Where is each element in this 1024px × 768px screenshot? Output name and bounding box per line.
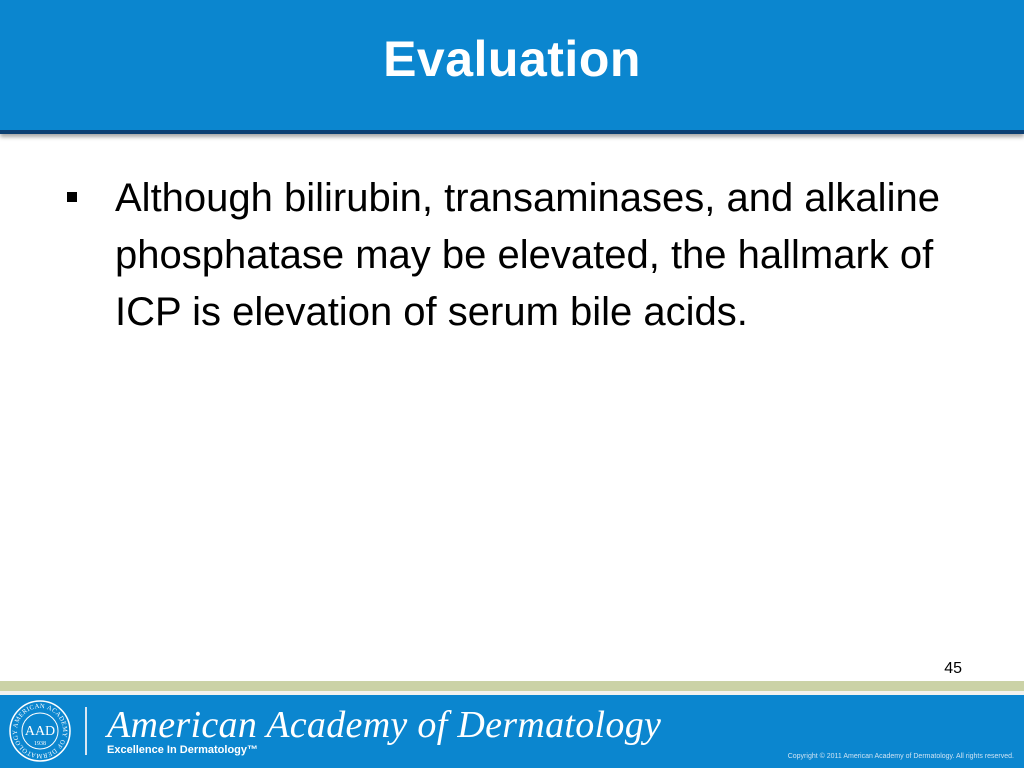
slide-content — [62, 170, 962, 341]
bullet-text: Although bilirubin, transaminases, and alkaline phosphatase may be elevated, the hallmark of ICP is elevation of serum bile acids. — [115, 176, 940, 334]
page-number: 45 — [944, 660, 962, 677]
organization-tagline: Excellence In Dermatology™ — [107, 744, 258, 756]
seal-year: 1938 — [34, 741, 46, 747]
footer-accent-stripe — [0, 681, 1024, 691]
footer-divider — [85, 707, 87, 755]
organization-name: American Academy of Dermatology — [107, 704, 662, 746]
aad-seal-icon — [8, 699, 72, 763]
footer-bar — [0, 695, 1024, 768]
seal-ring-text: AMERICAN ACADEMY OF DERMATOLOGY — [11, 702, 69, 760]
bullet-item — [62, 170, 962, 341]
square-bullet-icon — [67, 192, 77, 202]
copyright-notice: Copyright © 2011 American Academy of Dermatology. All rights reserved. — [787, 753, 1014, 760]
slide-title: Evaluation — [383, 31, 641, 87]
header-bar — [0, 0, 1024, 134]
seal-initials: AAD — [24, 724, 56, 739]
